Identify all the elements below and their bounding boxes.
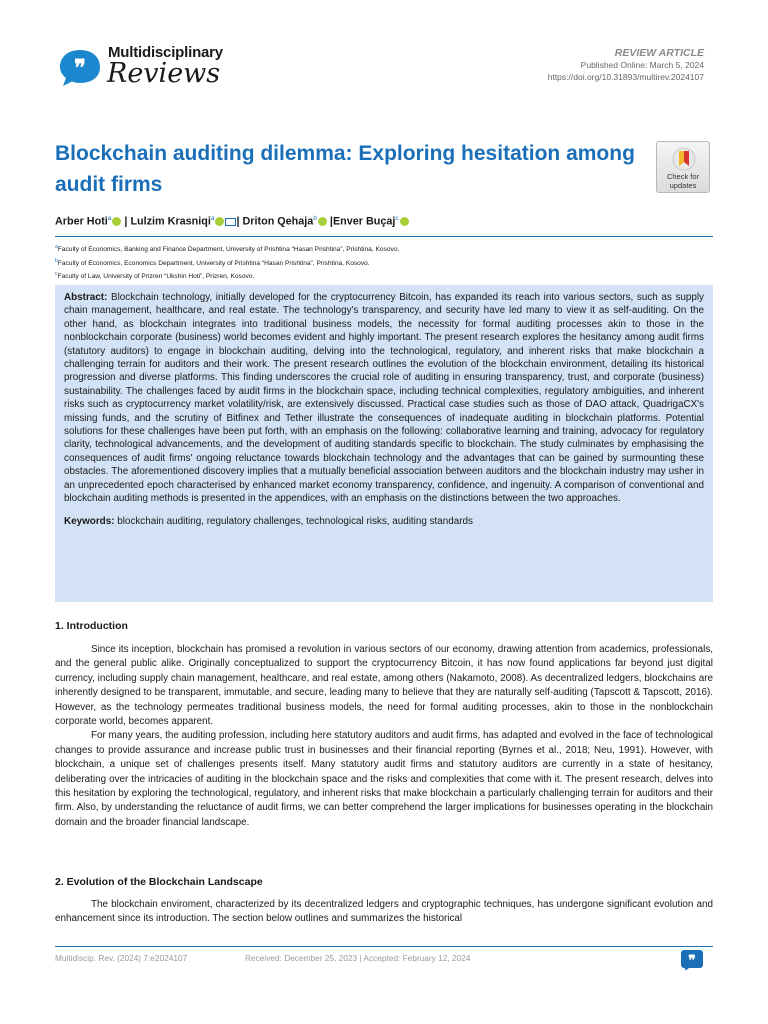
footer-dates: Received: December 25, 2023 | Accepted: February 12, 2024 (245, 953, 471, 963)
orcid-icon[interactable] (400, 217, 409, 226)
author-affil-sup: a (210, 215, 215, 222)
section-body (55, 898, 713, 927)
orcid-icon[interactable] (112, 217, 121, 226)
author-name[interactable]: Lulzim Krasniqi (130, 215, 211, 228)
check-updates-line2: updates (669, 180, 697, 190)
footer-citation: Multidiscip. Rev. (2024) 7:e2024107 (55, 953, 188, 963)
journal-name-bottom: Reviews (107, 58, 221, 89)
journal-logo[interactable] (58, 42, 228, 92)
affiliation-item: $^b$Faculty of Economics, Economics Department, University of Prishtina “Hasan Prishtina”, Prishtina, Kosovo. (55, 257, 370, 267)
article-type: REVIEW ARTICLE (614, 47, 704, 59)
quote-bubble-icon (681, 950, 703, 970)
section-heading: 1. Introduction (55, 620, 128, 632)
author-affil-sup: c (395, 215, 399, 222)
article-meta (548, 47, 704, 83)
keywords-label: Keywords: (64, 515, 115, 527)
section-body (55, 643, 713, 830)
doi-link[interactable]: https://doi.org/10.31893/multirev.2024107 (547, 72, 704, 82)
affiliation-item: $^a$Faculty of Economics, Banking and Finance Department, University of Prishtina “Hasan Prishtina”, Prishtina, Kosovo. (55, 244, 400, 254)
keywords-text: blockchain auditing, regulatory challenges, technological risks, auditing standards (117, 515, 473, 527)
divider (55, 236, 713, 237)
abstract (64, 291, 704, 506)
author-name[interactable]: Driton Qehaja (242, 215, 314, 228)
orcid-icon[interactable] (215, 217, 224, 226)
paragraph: For many years, the auditing profession, including here statutory auditors and audit firms, has adapted and evolved in the face of technological changes to provide assurance and increase public trust in businesses and their financial reporting (Byrnes et al., 2018; Neu, 1991). However, with blockchain, a unique set of challenges presents itself. Many statutory audit firms and statutory auditors are currently in a state of hesitancy, deliberating over the intricacies of auditing in the blockchain space and the risks and complexities that come with it. The present research, delves into this hesitation by exploring the technological, regulatory, and inherent risks that make blockchain a particularly challenging terrain for auditors and their firm. Also, by understanding the reluctance of audit firms, we can better comprehend the larger implications for businesses operating in the blockchain domain and the broader financial landscape. (55, 730, 713, 828)
author-name[interactable]: Arber Hoti (55, 215, 108, 228)
email-icon[interactable] (225, 218, 236, 226)
check-for-updates-button[interactable] (656, 141, 710, 193)
check-updates-line1: Check for (666, 172, 700, 181)
svg-text:❞: ❞ (74, 55, 86, 81)
abstract-box (55, 285, 713, 602)
svg-text:❞: ❞ (688, 953, 696, 969)
quote-bubble-icon (58, 48, 102, 88)
keywords (64, 515, 704, 528)
section-heading: 2. Evolution of the Blockchain Landscape (55, 876, 263, 888)
crossmark-icon (672, 147, 696, 171)
affiliations (55, 242, 399, 283)
author-affil-sup: b (313, 215, 317, 222)
journal-name-top: Multidisciplinary (108, 44, 223, 61)
abstract-label: Abstract: (64, 292, 108, 303)
published-date: Published Online: March 5, 2024 (580, 60, 704, 70)
paragraph: Since its inception, blockchain has promised a revolution in various sectors of our economy, drawing attention from academics, professionals, and the general public alike. Originally conceptualized to support the cryptocurrency Bitcoin, it has now found applications far beyond just digital currency, including supply chain management, healthcare, and real estate, among others (Nakamoto, 2008). As decentralized ledgers, blockchains are inherently designed to be transparent, immutable, and secure, leading many to believe that they are naturally self-auditing (Tapscott & Tapscott, 2016). However, as the technology permeates traditional business models, the need for formal auditing processes, akin to those in the nonblockchain corporate world, becomes apparent. (55, 644, 713, 728)
abstract-text: Blockchain technology, initially developed for the cryptocurrency Bitcoin, has expanded its reach into various sectors, such as supply chain management, healthcare, and real estate. The technology's transparency, and security have led many to view it as self-auditing. On the other hand, as blockchain integrates into traditional business models, the necessity for formal auditing processes akin to those in the nonblockchain corporate (business) world becomes evident and highly important. The present research explores the hesitancy among audit firms (statutory auditors) to engage in blockchain auditing, delving into the technological, regulatory, and inherent risks that make blockchain a challenging terrain for auditors and their work. The present research outlines the evolution of the blockchain environment, detailing its historical progression and diverse platforms. This finding underscores the crucial role of auditing in ensuring transparency, trust, and corporate (business) sustainability. The challenges faced by audit firms in the blockchain space, including technical complexities, regulatory ambiguities, and inherent risks such as cryptocurrency market volatility/risk, are extensively discussed. Practical case studies such as those of DAO attack, QuadrigaCX's missing funds, and the scrutiny of Bitfinex and Tether illustrate the consequences of inadequate auditing in blockchain platforms. Potential solutions for these challenges have been put forth, with an emphasis on the following: collaborative learning and training, advocacy for regulatory clarity, technological advancements, and the development of auditing standards specific to blockchain. The study culminates by emphasising the consequences of audit firms' ongoing reluctance towards blockchain technology and the advantages that can be gained by surmounting these obstacles. The aforementioned discovery implies that a mutually beneficial association between auditors and the blockchain industry may usher in an unprecedented epoch characterised by enhanced market economy transparency, confidence, and ingenuity. A comparison of conventional and blockchain auditing methods is presented in the appendices, with an emphasis on the distinctions between the two approaches. (64, 292, 704, 505)
author-name[interactable]: Enver Buçaj (332, 215, 396, 228)
orcid-icon[interactable] (318, 217, 327, 226)
paragraph: The blockchain enviroment, characterized by its decentralized ledgers and cryptographic techniques, has undergone significant evolution and enhancement since its introduction. The section below outlines and summarizes the historical (55, 899, 713, 925)
author-affil-sup: a (107, 215, 112, 222)
affiliation-item: $^c$Faculty of Law, University of Prizren “Ukshin Hoti”, Prizren, Kosovo. (55, 271, 255, 281)
article-title: Blockchain auditing dilemma: Exploring hesitation among audit firms (55, 142, 635, 196)
author-list: Arber Hoti$^a$ | Lulzim Krasniqi$^a$ | Driton Qehaja$^b$ |Enver Buçaj$^c$ (55, 215, 409, 228)
footer-divider (55, 946, 713, 947)
